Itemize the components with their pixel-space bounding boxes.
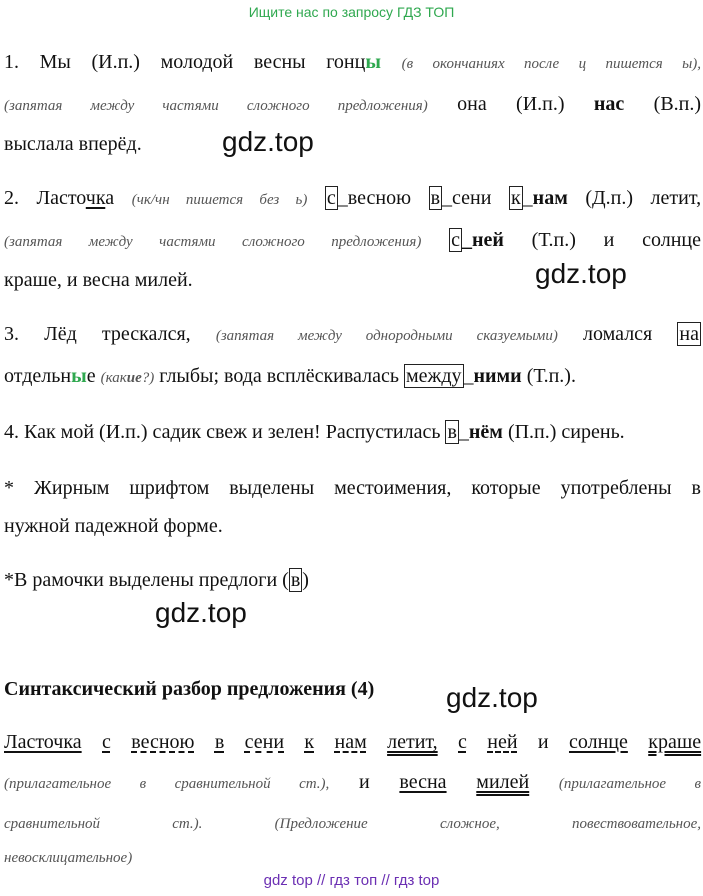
ex3-text3: глыбы; вода всплёскивалась	[159, 365, 399, 387]
watermark: gdz.top	[535, 258, 627, 289]
ex1-note2: (запятая между частями сложного предложения)	[4, 98, 428, 114]
ex3-note: (запятая между однородными сказуемыми)	[215, 328, 558, 344]
predicate: краше	[648, 731, 702, 753]
object: к	[304, 731, 315, 753]
top-banner[interactable]: Ищите нас по запросу ГДЗ ТОП	[248, 4, 455, 20]
adverbial: сени	[244, 731, 285, 753]
ex1-line1	[4, 50, 701, 76]
ex1-text: 1. Мы (И.п.) молодой весны гонц	[4, 51, 366, 73]
analysis-line3: сравнительной ст.). (Предложение сложное, повествовательное,	[4, 816, 701, 832]
case-label: (Т.п.).	[526, 365, 576, 387]
pronoun-bold: нём	[468, 421, 503, 443]
case-label: (В.п.)	[653, 93, 702, 115]
preposition-box: на	[679, 323, 700, 345]
prep-group: с _весною	[326, 187, 412, 209]
ending-highlight: ы	[365, 51, 381, 73]
ex1-line3: выслала вперёд.	[4, 133, 142, 155]
adverbial: весною	[131, 731, 195, 753]
ex1-line2	[4, 92, 701, 118]
object: нам	[334, 731, 367, 753]
ex3-text2: ломался	[583, 323, 653, 345]
analysis-line1	[4, 730, 701, 754]
object: ней	[487, 731, 518, 753]
note1-line1: * Жирным шрифтом выделены местоимения, которые употреблены в	[4, 477, 701, 499]
preposition-box: к	[510, 187, 521, 209]
predicate: милей	[476, 771, 530, 793]
object: с	[458, 731, 467, 753]
ex4-line1: 4. Как мой (И.п.) садик свеж и зелен! Распустилась в _нём (П.п.) сирень.	[4, 421, 625, 443]
preposition-box: с	[451, 229, 460, 251]
pronoun-bold: нам	[532, 187, 568, 209]
preposition-box: в	[290, 569, 301, 591]
ex2-line2	[4, 228, 701, 254]
ex3-line2: отдельные (какие?) глыбы; вода всплёскивалась между _ними (Т.п.).	[4, 365, 576, 387]
predicate: летит,	[387, 731, 438, 753]
ex2-word: 2. Ласточка	[4, 187, 115, 209]
conjunction: и	[358, 771, 370, 793]
prep-group: к _нам	[510, 187, 568, 209]
adverbial: с	[102, 731, 111, 753]
watermark: gdz.top	[155, 597, 247, 628]
watermark: gdz.top	[222, 126, 314, 157]
analysis-title: Синтаксический разбор предложения (4)	[4, 678, 375, 700]
analysis-line2	[4, 770, 701, 796]
ex2-line1	[4, 186, 701, 212]
subject: солнце	[568, 731, 628, 753]
watermark: gdz.top	[446, 682, 538, 713]
preposition-box: в	[447, 421, 457, 443]
note2: *В рамочки выделены предлоги ( в )	[4, 569, 309, 591]
ex2-text2: (Т.п.) и солнце	[531, 229, 701, 251]
ex2-line3: краше, и весна милей.	[4, 269, 193, 291]
subject: Ласточка	[4, 731, 82, 753]
preposition-box: между	[405, 365, 462, 387]
ending-highlight: ы	[71, 365, 87, 387]
note1-line2: нужной падежной форме.	[4, 515, 223, 537]
analysis-line4: невосклицательное)	[4, 850, 133, 866]
preposition-box: с	[326, 187, 336, 209]
adverbial: в	[214, 731, 225, 753]
footer-links[interactable]: gdz top // гдз топ // гдз top	[263, 872, 440, 889]
pronoun-bold: ними	[473, 365, 522, 387]
ex1-note: (в окончаниях после ц пишется ы),	[401, 56, 702, 72]
case-label: (П.п.) сирень.	[507, 421, 625, 443]
ex3-line1	[4, 322, 701, 348]
ex4-text: 4. Как мой (И.п.) садик свеж и зелен! Распустилась	[4, 421, 441, 443]
conjunction: и	[537, 731, 549, 753]
ex2-note2: (запятая между частями сложного предложения)	[4, 234, 422, 250]
prep-group: в _сени	[430, 187, 492, 209]
ex2-note: (чк/чн пишется без ь)	[131, 192, 308, 208]
ex3-text: 3. Лёд трескался,	[4, 323, 191, 345]
prep-group: с _ней	[451, 229, 504, 251]
ex1-text2: она (И.п.)	[457, 93, 565, 115]
analysis-note: (прилагательное в	[558, 776, 702, 792]
ex2-text: (Д.п.) летит,	[585, 187, 702, 209]
preposition-box: в	[430, 187, 441, 209]
subject: весна	[399, 771, 447, 793]
analysis-note: (прилагательное в сравнительной ст.),	[4, 776, 330, 792]
pronoun-bold: нас	[593, 93, 625, 115]
pronoun-bold: ней	[471, 229, 504, 251]
